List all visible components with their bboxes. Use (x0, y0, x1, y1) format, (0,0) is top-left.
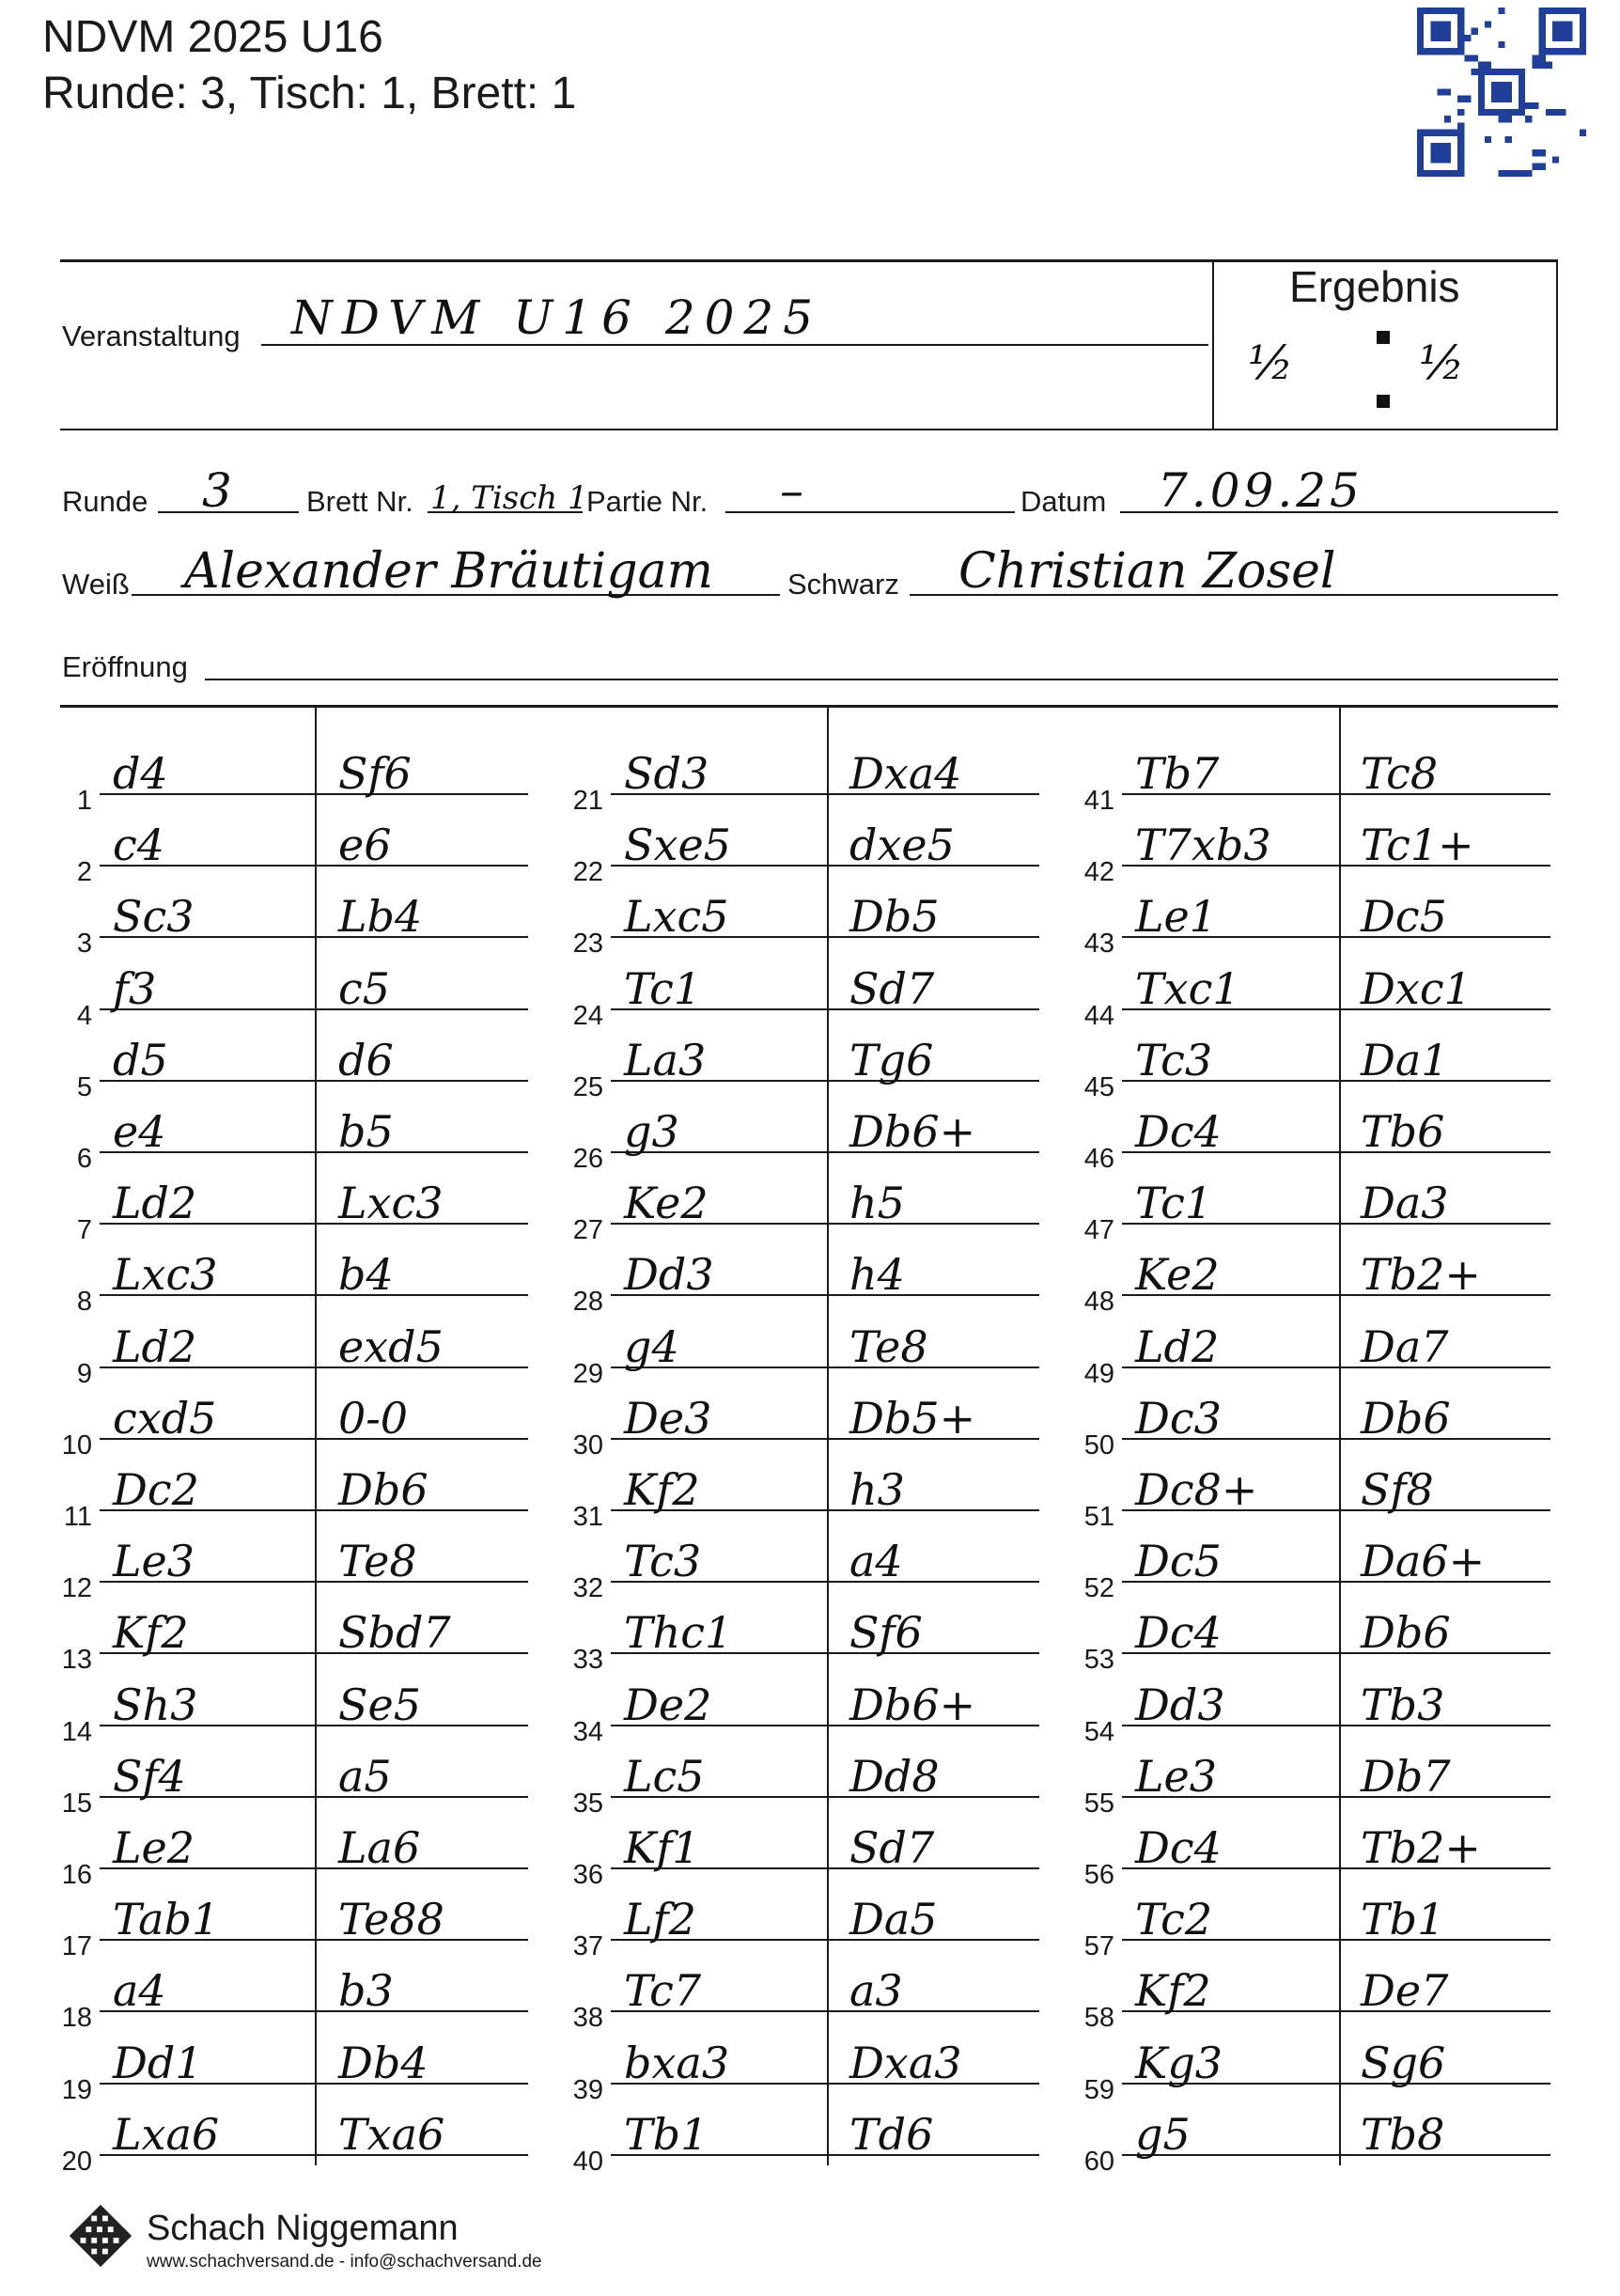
white-move: Ld2 (113, 1320, 197, 1372)
black-move: Tb1 (1361, 1894, 1445, 1945)
white-move: Kf2 (113, 1607, 189, 1659)
move-number: 31 (572, 1502, 603, 1532)
white-move: Sf4 (113, 1750, 186, 1802)
white-move: Dc8+ (1135, 1464, 1258, 1515)
black-move: Dd8 (849, 1750, 940, 1802)
eroeffnung-label: Eröffnung (62, 650, 188, 683)
black-move: Da3 (1361, 1178, 1449, 1229)
brett-value: 1, Tisch 1 (430, 479, 588, 517)
white-move: Txc1 (1135, 962, 1240, 1014)
black-move: Tc1+ (1361, 820, 1474, 871)
white-move: Sxe5 (624, 820, 731, 871)
black-move: Sd7 (849, 1822, 935, 1873)
move-number: 50 (1083, 1429, 1114, 1460)
move-number: 22 (572, 857, 603, 888)
black-move: e6 (338, 820, 392, 871)
white-move: e4 (113, 1106, 166, 1157)
black-move: a3 (849, 1965, 903, 2017)
move-number: 3 (76, 929, 92, 960)
black-move: Te8 (338, 1536, 417, 1587)
move-number: 20 (61, 2146, 92, 2177)
move-number: 9 (76, 1358, 92, 1389)
schwarz-label: Schwarz (787, 568, 899, 601)
move-number: 34 (572, 1716, 603, 1747)
move-number: 16 (61, 1860, 92, 1890)
black-move: d6 (338, 1034, 394, 1086)
black-move: Dxa4 (849, 748, 962, 799)
white-move: g5 (1135, 2108, 1191, 2160)
partie-label: Partie Nr. (586, 485, 709, 518)
white-move: Tb1 (624, 2108, 709, 2160)
white-move: d5 (113, 1034, 168, 1086)
brett-label: Brett Nr. (306, 485, 413, 518)
veranstaltung-label: Veranstaltung (62, 320, 241, 352)
move-number: 14 (61, 1716, 92, 1747)
move-number: 58 (1083, 2003, 1114, 2034)
move-number: 7 (76, 1215, 92, 1246)
move-number: 57 (1083, 1931, 1114, 1962)
white-move: T7xb3 (1135, 820, 1271, 871)
move-number: 10 (61, 1429, 92, 1460)
move-number: 32 (572, 1573, 603, 1604)
weiss-label: Weiß (62, 568, 130, 601)
black-move: Db5 (849, 891, 940, 943)
move-number: 12 (61, 1573, 92, 1604)
black-move: h3 (849, 1464, 905, 1515)
black-move: Sf6 (849, 1607, 923, 1659)
brand-name: Schach Niggemann (147, 2209, 459, 2248)
move-number: 48 (1083, 1287, 1114, 1318)
white-move: Tc1 (1135, 1178, 1213, 1229)
move-number: 56 (1083, 1860, 1114, 1890)
white-move: Le3 (113, 1536, 195, 1587)
white-move: Lc5 (624, 1750, 705, 1802)
black-move: 0-0 (338, 1392, 409, 1444)
black-move: Tb8 (1361, 2108, 1445, 2160)
white-move: Tc2 (1135, 1894, 1213, 1945)
white-move: g3 (624, 1106, 679, 1157)
black-move: Tb3 (1361, 1679, 1445, 1730)
move-number: 49 (1083, 1358, 1114, 1389)
partie-value: – (780, 463, 803, 518)
move-number: 44 (1083, 1000, 1114, 1031)
black-move: Txa6 (338, 2108, 445, 2160)
white-move: Lf2 (624, 1894, 696, 1945)
move-number: 17 (61, 1931, 92, 1962)
move-number: 15 (61, 1788, 92, 1819)
white-move: Dc4 (1135, 1822, 1222, 1873)
chess-logo-icon (64, 2199, 137, 2273)
black-move: b3 (338, 1965, 394, 2017)
black-move: Lxc3 (338, 1178, 444, 1229)
black-move: Sd7 (849, 962, 935, 1014)
white-move: Lxc5 (624, 891, 729, 943)
move-number: 60 (1083, 2146, 1114, 2177)
white-move: Ke2 (1135, 1249, 1220, 1301)
move-number: 52 (1083, 1573, 1114, 1604)
datum-label: Datum (1020, 485, 1107, 518)
move-number: 42 (1083, 857, 1114, 888)
black-move: La6 (338, 1822, 421, 1873)
black-move: exd5 (338, 1320, 444, 1372)
move-number: 33 (572, 1645, 603, 1676)
black-move: Tg6 (849, 1034, 934, 1086)
move-number: 4 (76, 1000, 92, 1031)
move-number: 24 (572, 1000, 603, 1031)
black-move: Sf6 (338, 748, 412, 799)
white-move: Dc2 (113, 1464, 199, 1515)
white-move: Dd3 (624, 1249, 714, 1301)
white-move: Kf1 (624, 1822, 700, 1873)
white-move: Tc7 (624, 1965, 702, 2017)
black-move: Dc5 (1361, 891, 1447, 943)
black-move: h5 (849, 1178, 905, 1229)
black-move: Da1 (1361, 1034, 1449, 1086)
black-move: Db6+ (849, 1106, 976, 1157)
white-move: d4 (113, 748, 168, 799)
move-number: 36 (572, 1860, 603, 1890)
black-move: Tb2+ (1361, 1822, 1481, 1873)
move-number: 19 (61, 2074, 92, 2105)
white-move: Sd3 (624, 748, 709, 799)
white-move: Thc1 (624, 1607, 733, 1659)
move-number: 37 (572, 1931, 603, 1962)
white-move: Sc3 (113, 891, 195, 943)
qr-code-icon (1417, 8, 1586, 177)
black-move: c5 (338, 962, 391, 1014)
black-move: Te88 (338, 1894, 444, 1945)
black-move: h4 (849, 1249, 905, 1301)
move-number: 40 (572, 2146, 603, 2177)
white-move: De2 (624, 1679, 712, 1730)
move-number: 18 (61, 2003, 92, 2034)
white-move: Dc4 (1135, 1607, 1222, 1659)
white-move: a4 (113, 1965, 166, 2017)
white-move: La3 (624, 1034, 707, 1086)
white-move: Tc3 (1135, 1034, 1213, 1086)
black-move: dxe5 (849, 820, 955, 871)
black-move: Tb6 (1361, 1106, 1445, 1157)
black-move: Sg6 (1361, 2037, 1446, 2088)
move-number: 25 (572, 1071, 603, 1102)
move-number: 5 (76, 1071, 92, 1102)
white-move: bxa3 (624, 2037, 730, 2088)
white-move: Sh3 (113, 1679, 198, 1730)
move-number: 43 (1083, 929, 1114, 960)
black-move: Db6 (1361, 1392, 1451, 1444)
white-move: Kg3 (1135, 2037, 1223, 2088)
white-move: Dd1 (113, 2037, 203, 2088)
white-move: Tc1 (624, 962, 702, 1014)
black-move: b5 (338, 1106, 394, 1157)
brand-contact: www.schachversand.de - info@schachversand.de (147, 2252, 542, 2272)
move-number: 59 (1083, 2074, 1114, 2105)
move-number: 26 (572, 1144, 603, 1174)
white-move: g4 (624, 1320, 679, 1372)
black-move: Sbd7 (338, 1607, 451, 1659)
ergebnis-white: ½ (1248, 336, 1294, 390)
move-number: 6 (76, 1144, 92, 1174)
ergebnis-black: ½ (1419, 336, 1465, 390)
runde-label: Runde (62, 485, 148, 518)
move-number: 39 (572, 2074, 603, 2105)
move-number: 35 (572, 1788, 603, 1819)
white-move: Le1 (1135, 891, 1218, 943)
black-move: Db6 (1361, 1607, 1451, 1659)
datum-value: 7.09.25 (1158, 463, 1363, 518)
white-move: Dc3 (1135, 1392, 1222, 1444)
move-number: 45 (1083, 1071, 1114, 1102)
black-move: b4 (338, 1249, 394, 1301)
sheet-title: NDVM 2025 U16 (42, 12, 383, 62)
runde-value: 3 (202, 463, 232, 518)
black-move: Dxa3 (849, 2037, 962, 2088)
black-move: Db7 (1361, 1750, 1451, 1802)
move-number: 30 (572, 1429, 603, 1460)
black-move: Te8 (849, 1320, 928, 1372)
white-move: Le3 (1135, 1750, 1218, 1802)
ergebnis-label: Ergebnis (1289, 262, 1460, 311)
black-move: Se5 (338, 1679, 422, 1730)
move-number: 28 (572, 1287, 603, 1318)
black-move: Db5+ (849, 1392, 976, 1444)
white-move: Dd3 (1135, 1679, 1225, 1730)
move-number: 23 (572, 929, 603, 960)
white-move: Ld2 (113, 1178, 197, 1229)
sheet-subtitle: Runde: 3, Tisch: 1, Brett: 1 (42, 69, 577, 118)
move-number: 47 (1083, 1215, 1114, 1246)
move-number: 54 (1083, 1716, 1114, 1747)
black-move: Sf8 (1361, 1464, 1434, 1515)
black-move: a4 (849, 1536, 903, 1587)
schwarz-value: Christian Zosel (958, 543, 1336, 600)
white-move: f3 (113, 962, 157, 1014)
black-move: Da7 (1361, 1320, 1449, 1372)
black-move: Tc8 (1361, 748, 1439, 799)
white-move: Lxa6 (113, 2108, 220, 2160)
white-move: Kf2 (1135, 1965, 1211, 2017)
move-number: 21 (572, 786, 603, 816)
white-move: Tab1 (113, 1894, 220, 1945)
black-move: Dxc1 (1361, 962, 1472, 1014)
white-move: Lxc3 (113, 1249, 218, 1301)
black-move: a5 (338, 1750, 392, 1802)
white-move: Le2 (113, 1822, 195, 1873)
move-number: 41 (1083, 786, 1114, 816)
move-number: 2 (76, 857, 92, 888)
black-move: Db4 (338, 2037, 428, 2088)
black-move: Da5 (849, 1894, 938, 1945)
move-number: 38 (572, 2003, 603, 2034)
move-number: 11 (63, 1502, 92, 1532)
move-number: 46 (1083, 1144, 1114, 1174)
black-move: Td6 (849, 2108, 934, 2160)
move-number: 51 (1083, 1502, 1114, 1532)
move-number: 27 (572, 1215, 603, 1246)
move-number: 53 (1083, 1645, 1114, 1676)
white-move: Ld2 (1135, 1320, 1220, 1372)
black-move: Db6 (338, 1464, 428, 1515)
white-move: Dc4 (1135, 1106, 1222, 1157)
black-move: Da6+ (1361, 1536, 1486, 1587)
white-move: cxd5 (113, 1392, 217, 1444)
veranstaltung-value: NDVM U16 2025 (291, 290, 823, 345)
black-move: Db6+ (849, 1679, 976, 1730)
white-move: Kf2 (624, 1464, 700, 1515)
black-move: Lb4 (338, 891, 423, 943)
weiss-value: Alexander Bräutigam (184, 543, 713, 600)
move-number: 8 (76, 1287, 92, 1318)
white-move: c4 (113, 820, 165, 871)
move-number: 1 (76, 786, 92, 816)
move-number: 55 (1083, 1788, 1114, 1819)
black-move: Tb2+ (1361, 1249, 1481, 1301)
move-number: 29 (572, 1358, 603, 1389)
white-move: Tb7 (1135, 748, 1220, 799)
white-move: Dc5 (1135, 1536, 1222, 1587)
move-number: 13 (61, 1645, 92, 1676)
white-move: Ke2 (624, 1178, 709, 1229)
white-move: Tc3 (624, 1536, 702, 1587)
black-move: De7 (1361, 1965, 1449, 2017)
white-move: De3 (624, 1392, 712, 1444)
